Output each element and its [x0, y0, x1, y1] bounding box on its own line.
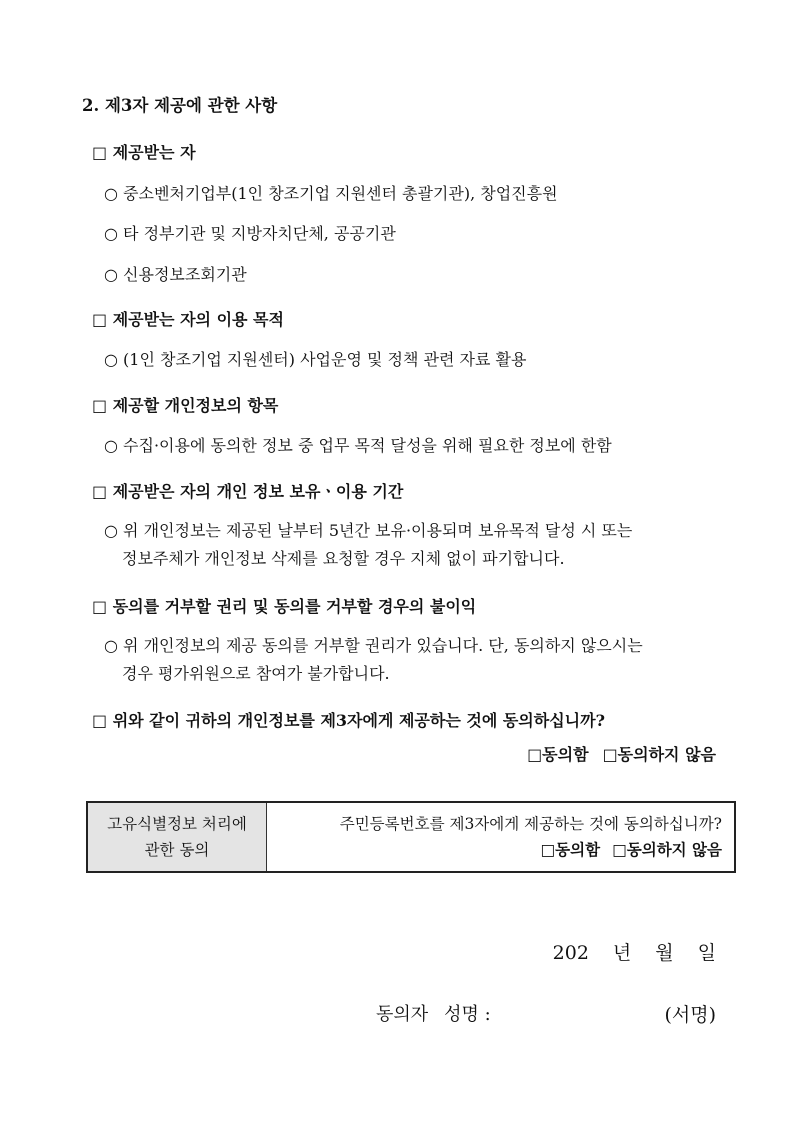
table-label-cell [88, 803, 267, 871]
consenter-label: 동의자 [376, 1004, 429, 1025]
table-agree-checkbox[interactable]: □동의함 [540, 840, 601, 859]
unique-id-consent-table [86, 801, 736, 873]
heading-purpose: □ 제공받는 자의 이용 목적 [92, 310, 284, 329]
bullet-recipient-3: ○ 신용정보조회기관 [104, 265, 247, 284]
signature-mark[interactable]: (서명) [664, 1004, 716, 1026]
heading-consent-question: □ 위와 같이 귀하의 개인정보를 제3자에게 제공하는 것에 동의하십니까? [92, 711, 605, 730]
signature-label [376, 1000, 491, 1026]
date-month-unit: 월 [655, 942, 674, 964]
heading-items: □ 제공할 개인정보의 항목 [92, 396, 279, 415]
heading-recipient: □ 제공받는 자 [92, 143, 196, 162]
heading-refusal-right: □ 동의를 거부할 권리 및 동의를 거부할 경우의 불이익 [92, 597, 477, 616]
bullet-retention-1-cont: 정보주체가 개인정보 삭제를 요청할 경우 지체 없이 파기합니다. [122, 549, 565, 568]
date-line [553, 938, 716, 965]
date-year[interactable]: 202 [552, 942, 589, 964]
date-year-unit: 년 [612, 942, 632, 964]
table-label-line2: 관한 동의 [144, 841, 210, 859]
bullet-retention-1: ○ 위 개인정보는 제공된 날부터 5년간 보유·이용되며 보유목적 달성 시 또는 [104, 521, 633, 540]
name-label: 성명 : [444, 1004, 491, 1025]
bullet-items-1: ○ 수집·이용에 동의한 정보 중 업무 목적 달성을 위해 필요한 정보에 한함 [104, 436, 612, 455]
table-options [541, 837, 722, 863]
table-body-cell [267, 803, 734, 871]
bullet-purpose-1: ○ (1인 창조기업 지원센터) 사업운영 및 정책 관련 자료 활용 [104, 350, 527, 369]
bullet-recipient-2: ○ 타 정부기관 및 지방자치단체, 공공기관 [104, 224, 396, 243]
table-question: 주민등록번호를 제3자에게 제공하는 것에 동의하십니까? [339, 815, 722, 833]
table-disagree-checkbox[interactable]: □동의하지 않음 [612, 840, 722, 859]
table-label-line1: 고유식별정보 처리에 [107, 815, 247, 833]
heading-retention: □ 제공받은 자의 개인 정보 보유ㆍ이용 기간 [92, 482, 404, 501]
bullet-refusal-1: ○ 위 개인정보의 제공 동의를 거부할 권리가 있습니다. 단, 동의하지 않으시는 [104, 636, 643, 655]
agree-checkbox[interactable]: □동의함 [527, 745, 589, 764]
consent-options [527, 742, 716, 765]
bullet-refusal-1-cont: 경우 평가위원으로 참여가 불가합니다. [122, 664, 390, 683]
disagree-checkbox[interactable]: □동의하지 않음 [602, 745, 716, 764]
bullet-recipient-1: ○ 중소벤처기업부(1인 창조기업 지원센터 총괄기관), 창업진흥원 [104, 184, 558, 203]
date-day-unit: 일 [697, 942, 716, 964]
section-title: 2. 제3자 제공에 관한 사항 [82, 96, 278, 115]
